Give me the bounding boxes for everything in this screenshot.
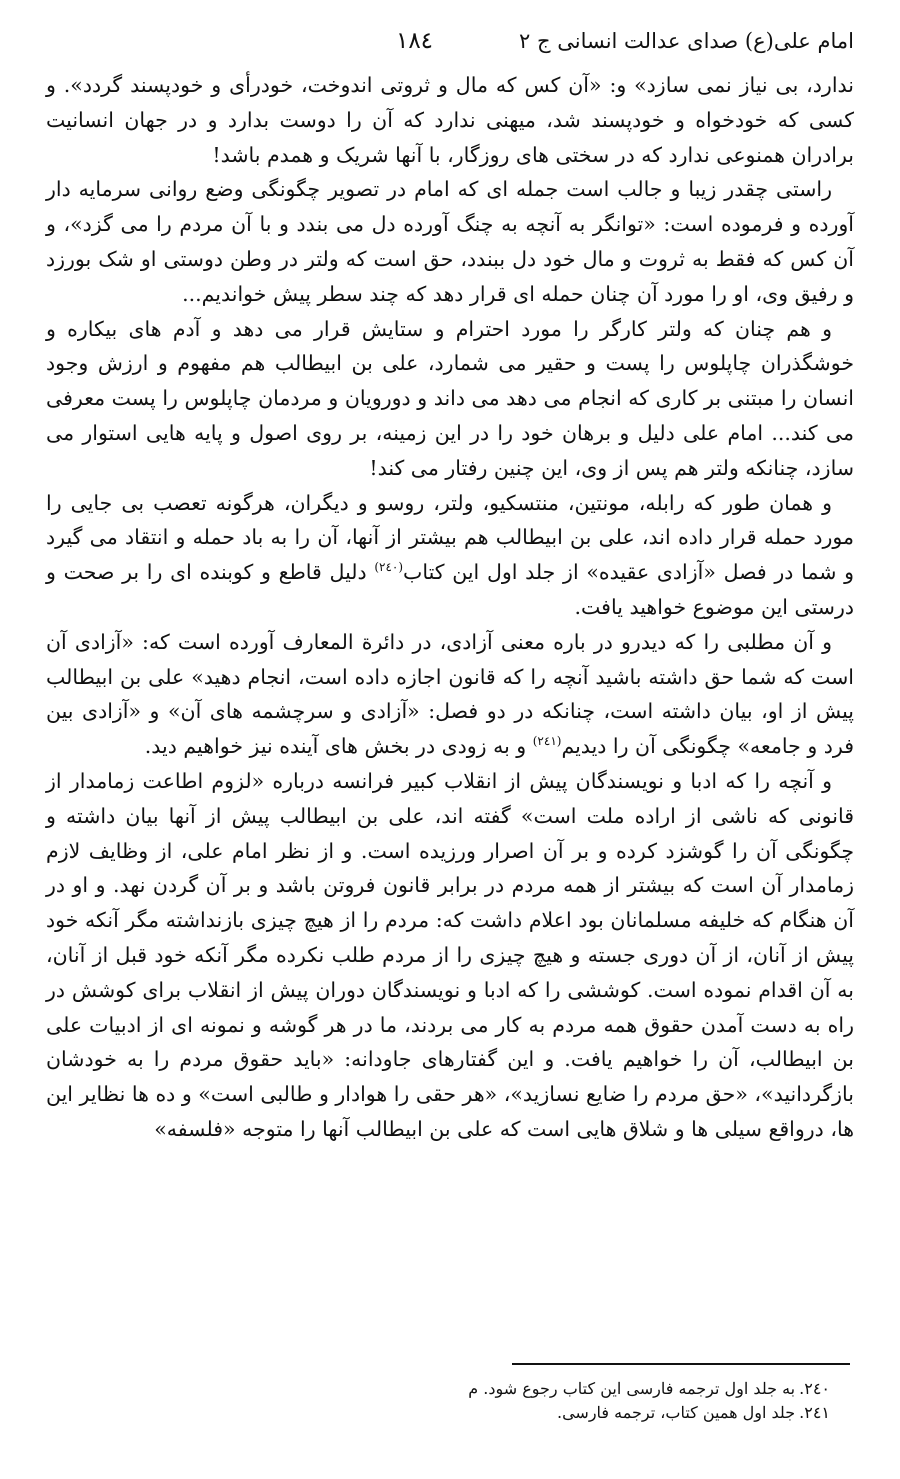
footnote-text: به جلد اول ترجمه فارسی این کتاب رجوع شود. م (468, 1379, 796, 1398)
running-title: امام علی(ع) صدای عدالت انسانی ج ۲ (519, 29, 854, 53)
paragraph-text: دلیل قاطع و کوبنده ای را بر صحت و درستی این موضوع خواهید یافت. (46, 560, 854, 619)
paragraph-text: و همان طور که رابله، مونتین، منتسکیو، ولتر، روسو و دیگران، هرگونه تعصب بی جایی را مورد حمله قرار داده اند، علی بن ابیطالب هم بیشتر از آنها، آن را به باد حمله و انتقاد می گیرد و شما در فصل «آزادی عقیده» از جلد اول این کتاب (46, 490, 854, 585)
paragraph (46, 486, 854, 625)
footnote-separator (512, 1363, 850, 1365)
footnote-ref[interactable]: (۲٤۱) (532, 734, 562, 749)
body-text (46, 68, 854, 1147)
footnote-number: ۲٤۰. (799, 1379, 830, 1398)
footnote-ref[interactable]: (۲٤۰) (374, 560, 404, 575)
paragraph-text: و به زودی در بخش های آینده نیز خواهیم دید. (144, 734, 533, 759)
paragraph: و هم چنان که ولتر کارگر را مورد احترام و ستایش قرار می دهد و آدم های بیکاره و خوشگذران چاپلوس را پست و حقیر می شمارد، علی بن ابیطالب هم مفهوم و ارزش وجود انسان را مبتنی بر کاری که انجام می دهد می داند و دورویان و مردمان چاپلوس را پست معرفی می کند... امام علی دلیل و برهان خود را در این زمینه، بر روی اصول و پایه هایی استوار می سازد، چنانکه ولتر هم پس از وی، این چنین رفتار می کند! (46, 316, 854, 480)
paragraph: و آنچه را که ادبا و نویسندگان پیش از انقلاب کبیر فرانسه درباره «لزوم اطاعت زمامدار از قانونی که ناشی از اراده ملت است» گفته اند، علی بن ابیطالب پیش از آنها بیان داشته و چگونگی آن را گوشزد کرده و بر آن اصرار ورزیده است. و از نظر امام علی، از وظایف لازم زمامدار آن است که بیشتر از همه مردم در برابر قانون فروتن باشد و بر آن گردن نهد. و او در آن هنگام که خلیفه مسلمانان بود اعلام داشت که: مردم را از هیچ چیزی بازنداشته مگر آنکه خود پیش از آنان، از آن دوری جسته و هیچ چیزی را از مردم طلب نکرده مگر آنکه خود قبل از آنان، به آن اقدام نموده است. کوششی را که ادبا و نویسندگان دوران پیش از انقلاب برای کوشش در راه به دست آمدن حقوق همه مردم به کار می بردند، ما در هر گوشه و نمونه ای از ادبیات علی بن ابیطالب، آن را خواهیم یافت. و این گفتارهای جاودانه: «باید حقوق مردم را به خودشان بازگردانید»، «حق مردم را ضایع نسازید»، «هر حقی را هوادار و طالبی است» و ده ها نظایر این ها، درواقع سیلی ها و شلاق هایی است که علی بن ابیطالب آنها را متوجه «فلسفه» (46, 768, 854, 1141)
paragraph-text: و آن مطلبی را که دیدرو در باره معنی آزادی، در دائرة المعارف آورده است که: «آزادی آن است که شما حق داشته باشید آنچه را که قانون اجازه داده است، انجام دهید» علی بن ابیطالب پیش از او، بیان داشته است، چنانکه در دو فصل: «آزادی و سرچشمه های آن» و «آزادی بین فرد و جامعه» چگونگی آن را دیدیم (46, 629, 854, 759)
footnote (46, 1401, 830, 1425)
footnotes (46, 1377, 830, 1425)
footnote-number: ۲٤۱. (799, 1403, 830, 1422)
paragraph (46, 625, 854, 764)
paragraph: ندارد، بی نیاز نمی سازد» و: «آن کس که مال و ثروتی اندوخت، خودرأی و خودپسند گردد». و کسی که خودخواه و خودپسند شد، میهنی ندارد که آن را دوست بدارد و در جهان انسانیت برادران همنوعی ندارد که در سختی های روزگار، با آنها شریک و همدم باشد! (46, 73, 854, 167)
footnote-text: جلد اول همین کتاب، ترجمه فارسی. (556, 1403, 796, 1422)
page-number: ۱۸٤ (395, 28, 434, 54)
footnote (46, 1377, 830, 1401)
paragraph: راستی چقدر زیبا و جالب است جمله ای که امام در تصویر چگونگی وضع روانی سرمایه دار آورده و فرموده است: «توانگر به آنچه به چنگ آورده دل می بندد و با آن مردم را می گزد»، و آن کس که فقط به ثروت و مال خود دل ببندد، حق است که ولتر در وطن دوستی او شک بورزد و رفیق وی، او را مورد آن چنان حمله ای قرار دهد که چند سطر پیش خواندیم... (46, 177, 854, 306)
running-header (46, 28, 854, 68)
